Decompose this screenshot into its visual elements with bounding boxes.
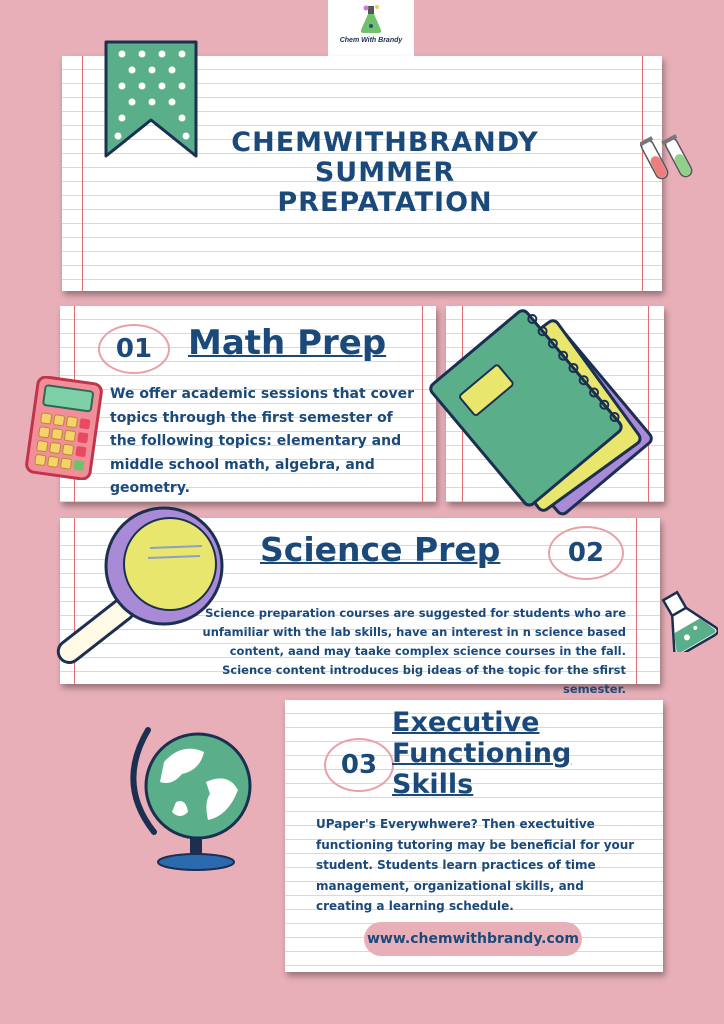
beaker-flask-icon [652,588,718,652]
margin-line [82,56,83,291]
science-prep-body: Science preparation courses are suggested for students who are unfamiliar with the lab skills, have an interest in n science based content, aand may taake complex science courses in the fall. Science content introduces big ideas of the topic for the sfirst semester. [202,606,626,696]
executive-functioning-body: UPaper's Everywhwere? Then exectuitive functioning tutoring may be beneficial for your student. Students learn practices of time management, organizational skills, and creating a learning schedule. [316,817,635,913]
margin-line [422,306,423,502]
heading-line-2: Functioning [392,738,572,769]
math-prep-heading: Math Prep [188,323,387,363]
executive-functioning-heading [392,707,571,800]
science-prep-heading: Science Prep [260,530,501,569]
title-line-2: SUMMER [314,157,456,188]
globe-icon [124,712,266,874]
margin-line [636,518,637,684]
website-link[interactable]: www.chemwithbrandy.com [364,922,582,956]
section-number-03: 03 [324,738,394,792]
section-number-02: 02 [548,526,624,580]
notebooks-icon [424,300,674,518]
page-title [150,128,620,218]
math-prep-body: We offer academic sessions that cover topics through the first semester of the following topics: elementary and middle school math, algebra, and geometry. [110,386,415,496]
heading-line-1: Executive [392,707,540,738]
calculator-icon [24,376,104,480]
section-number-01: 01 [98,324,170,374]
logo-badge [328,0,414,56]
title-line-1: CHEMWITHBRANDY [231,127,539,158]
title-line-3: PREPATATION [277,187,493,218]
flask-logo-icon [358,4,384,34]
heading-line-3: Skills [392,769,474,800]
test-tubes-icon [640,134,696,186]
brand-name: Chem With Brandy [339,37,403,44]
